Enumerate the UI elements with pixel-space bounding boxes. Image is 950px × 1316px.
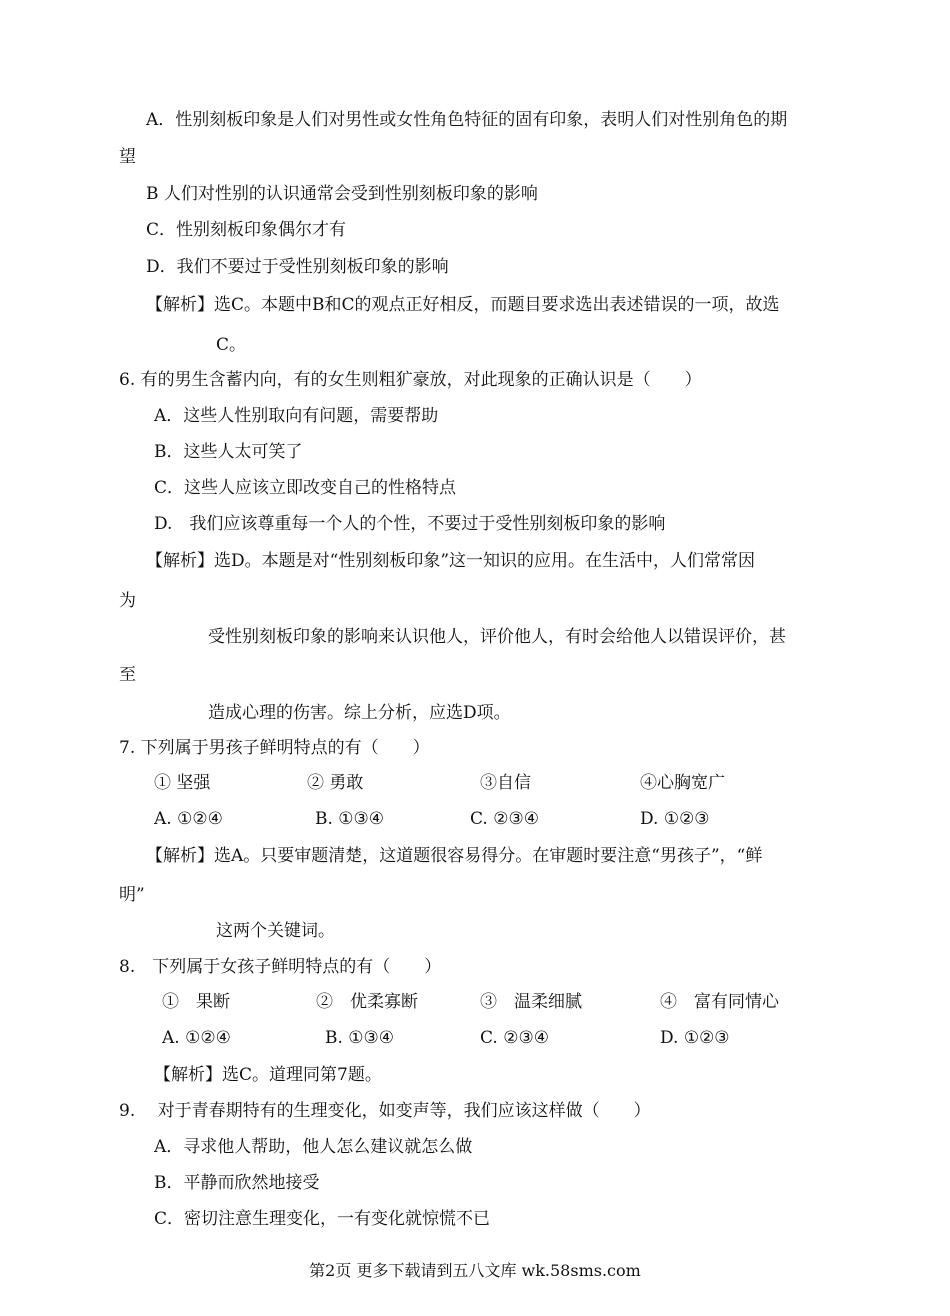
q8-item: ④ 富有同情心	[660, 992, 779, 1012]
q5-option-b: B 人们对性别的认识通常会受到性别刻板印象的影响	[146, 184, 538, 204]
q6-analysis-line5: 造成心理的伤害。综上分析，应选D项。	[208, 703, 511, 723]
q9-stem: 9. 对于青春期特有的生理变化，如变声等，我们应该这样做（ ）	[119, 1101, 651, 1121]
q5-option-a-line1: A．性别刻板印象是人们对男性或女性角色特征的固有印象，表明人们对性别角色的期	[146, 110, 788, 130]
q8-stem: 8. 下列属于女孩子鲜明特点的有（ ）	[119, 957, 442, 977]
q8-choice: A. ①②④	[162, 1028, 231, 1048]
q7-analysis-line1: 【解析】选A。只要审题清楚，这道题很容易得分。在审题时要注意“男孩子”，“鲜	[146, 846, 763, 866]
q7-item: ② 勇敢	[307, 773, 364, 793]
q8-analysis: 【解析】选C。道理同第7题。	[154, 1065, 382, 1085]
q6-option-b: B．这些人太可笑了	[154, 442, 303, 462]
q9-option-b: B．平静而欣然地接受	[154, 1173, 320, 1193]
q8-item: ② 优柔寡断	[316, 992, 418, 1012]
q6-analysis-line4: 至	[119, 665, 136, 685]
page-footer: 第2页 更多下载请到五八文库 wk.58sms.com	[309, 1261, 641, 1280]
q5-option-d: D．我们不要过于受性别刻板印象的影响	[146, 257, 449, 277]
q9-option-a: A．寻求他人帮助，他人怎么建议就怎么做	[154, 1137, 473, 1157]
q7-item: ④心胸宽广	[640, 773, 725, 793]
q5-analysis-line1: 【解析】选C。本题中B和C的观点正好相反，而题目要求选出表述错误的一项，故选	[146, 295, 780, 315]
q7-stem: 7. 下列属于男孩子鲜明特点的有（ ）	[119, 738, 430, 758]
q6-option-c: C．这些人应该立即改变自己的性格特点	[154, 478, 457, 498]
q8-item: ① 果断	[162, 992, 230, 1012]
q6-analysis-line2: 为	[119, 591, 136, 611]
q6-analysis-line1: 【解析】选D。本题是对“性别刻板印象”这一知识的应用。在生活中，人们常常因	[146, 551, 756, 571]
q7-choice: B. ①③④	[315, 809, 385, 829]
q8-choice: D. ①②③	[660, 1028, 730, 1048]
q8-choices-row	[0, 1027, 950, 1049]
q7-choice: D. ①②③	[640, 809, 710, 829]
q6-option-d: D. 我们应该尊重每一个人的个性，不要过于受性别刻板印象的影响	[154, 514, 666, 534]
q9-option-c: C．密切注意生理变化，一有变化就惊慌不已	[154, 1209, 491, 1229]
q5-option-c: C．性别刻板印象偶尔才有	[146, 220, 347, 240]
q6-option-a: A．这些人性别取向有问题，需要帮助	[154, 406, 439, 426]
q7-item: ① 坚强	[154, 773, 211, 793]
q8-choice: C. ②③④	[480, 1028, 549, 1048]
q5-option-a-line2: 望	[119, 147, 136, 167]
q8-item: ③ 温柔细腻	[480, 992, 582, 1012]
q7-analysis-line2: 明”	[119, 885, 145, 905]
q8-choice: B. ①③④	[325, 1028, 395, 1048]
q7-choice: C. ②③④	[470, 809, 539, 829]
q7-choice: A. ①②④	[154, 809, 223, 829]
q6-stem: 6. 有的男生含蓄内向，有的女生则粗犷豪放，对此现象的正确认识是（ ）	[119, 370, 702, 390]
q6-analysis-line3: 受性别刻板印象的影响来认识他人，评价他人，有时会给他人以错误评价，甚	[208, 627, 786, 647]
q8-items-row	[0, 991, 950, 1013]
q5-analysis-line2: C。	[216, 335, 247, 355]
q7-choices-row	[0, 808, 950, 830]
q7-item: ③自信	[480, 773, 531, 793]
q7-items-row	[0, 772, 950, 794]
q7-analysis-line3: 这两个关键词。	[216, 921, 335, 941]
